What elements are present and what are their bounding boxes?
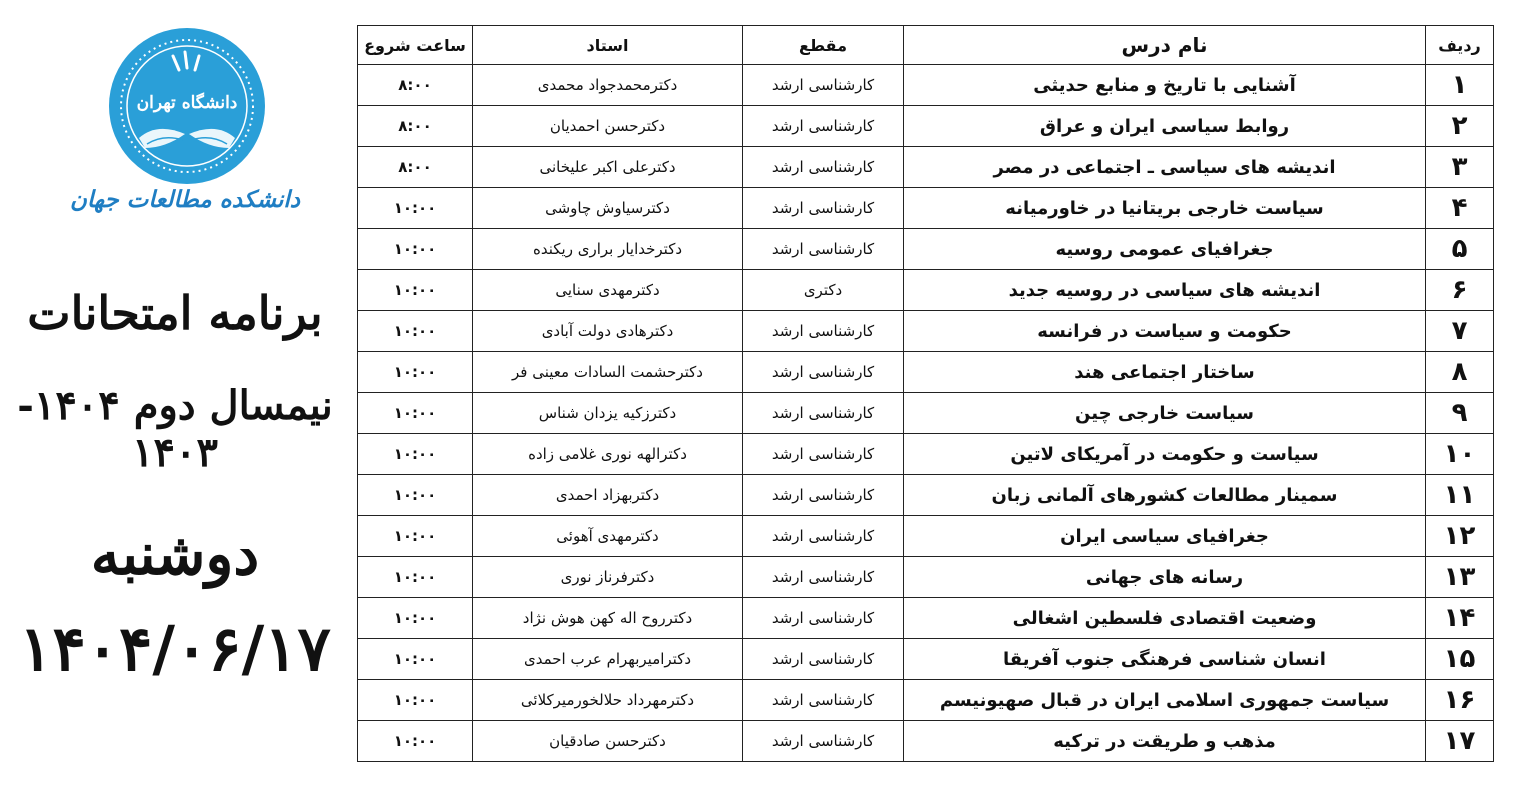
table-row	[358, 721, 1494, 762]
start-time: ۱۰:۰۰	[358, 393, 473, 434]
degree-level: کارشناسی ارشد	[743, 65, 904, 106]
start-time: ۱۰:۰۰	[358, 516, 473, 557]
professor-name: دکترهادی دولت آبادی	[473, 311, 743, 352]
professor-name: دکترالهه نوری غلامی زاده	[473, 434, 743, 475]
course-name: جغرافیای سیاسی ایران	[904, 516, 1426, 557]
table-row	[358, 106, 1494, 147]
degree-level: کارشناسی ارشد	[743, 598, 904, 639]
table-header-row	[358, 26, 1494, 65]
professor-name: دکترامیربهرام عرب احمدی	[473, 639, 743, 680]
row-number: ۱۲	[1426, 516, 1494, 557]
professor-name: دکترحشمت السادات معینی فر	[473, 352, 743, 393]
table-row	[358, 188, 1494, 229]
degree-level: کارشناسی ارشد	[743, 311, 904, 352]
degree-level: کارشناسی ارشد	[743, 516, 904, 557]
start-time: ۱۰:۰۰	[358, 639, 473, 680]
degree-level: کارشناسی ارشد	[743, 352, 904, 393]
degree-level: کارشناسی ارشد	[743, 639, 904, 680]
start-time: ۸:۰۰	[358, 106, 473, 147]
degree-level: کارشناسی ارشد	[743, 106, 904, 147]
table-row	[358, 434, 1494, 475]
course-name: اندیشه های سیاسی ـ اجتماعی در مصر	[904, 147, 1426, 188]
degree-level: کارشناسی ارشد	[743, 188, 904, 229]
row-number: ۱۰	[1426, 434, 1494, 475]
exam-day: دوشنبه	[90, 520, 260, 588]
row-number: ۶	[1426, 270, 1494, 311]
university-of-tehran-logo-icon	[107, 26, 267, 186]
start-time: ۱۰:۰۰	[358, 352, 473, 393]
degree-level: کارشناسی ارشد	[743, 557, 904, 598]
professor-name: دکترمهدی سنایی	[473, 270, 743, 311]
exam-date: ۱۴۰۴/۰۶/۱۷	[19, 612, 331, 685]
table-row	[358, 270, 1494, 311]
degree-level: کارشناسی ارشد	[743, 680, 904, 721]
start-time: ۸:۰۰	[358, 65, 473, 106]
table-body	[358, 65, 1494, 762]
course-name: سیاست و حکومت در آمریکای لاتین	[904, 434, 1426, 475]
course-name: جغرافیای عمومی روسیه	[904, 229, 1426, 270]
professor-name: دکترمحمدجواد محمدی	[473, 65, 743, 106]
faculty-name: دانشکده مطالعات جهان	[69, 186, 301, 213]
professor-name: دکترعلی اکبر علیخانی	[473, 147, 743, 188]
row-number: ۴	[1426, 188, 1494, 229]
professor-name: دکترفرناز نوری	[473, 557, 743, 598]
table-row	[358, 639, 1494, 680]
course-name: رسانه های جهانی	[904, 557, 1426, 598]
row-number: ۱۵	[1426, 639, 1494, 680]
header-professor: استاد	[473, 26, 743, 65]
course-name: حکومت و سیاست در فرانسه	[904, 311, 1426, 352]
start-time: ۱۰:۰۰	[358, 434, 473, 475]
course-name: ساختار اجتماعی هند	[904, 352, 1426, 393]
start-time: ۱۰:۰۰	[358, 311, 473, 352]
start-time: ۱۰:۰۰	[358, 598, 473, 639]
start-time: ۱۰:۰۰	[358, 270, 473, 311]
exam-schedule-table	[357, 25, 1494, 762]
professor-name: دکترزکیه یزدان شناس	[473, 393, 743, 434]
course-name: وضعیت اقتصادی فلسطین اشغالی	[904, 598, 1426, 639]
course-name: آشنایی با تاریخ و منابع حدیثی	[904, 65, 1426, 106]
header-level: مقطع	[743, 26, 904, 65]
table-row	[358, 475, 1494, 516]
table-row	[358, 311, 1494, 352]
table-row	[358, 680, 1494, 721]
start-time: ۸:۰۰	[358, 147, 473, 188]
professor-name: دکترحسن صادقیان	[473, 721, 743, 762]
start-time: ۱۰:۰۰	[358, 229, 473, 270]
degree-level: کارشناسی ارشد	[743, 393, 904, 434]
professor-name: دکترمهرداد حلالخورمیرکلائی	[473, 680, 743, 721]
start-time: ۱۰:۰۰	[358, 188, 473, 229]
row-number: ۹	[1426, 393, 1494, 434]
degree-level: کارشناسی ارشد	[743, 434, 904, 475]
row-number: ۳	[1426, 147, 1494, 188]
degree-level: کارشناسی ارشد	[743, 229, 904, 270]
professor-name: دکترحسن احمدیان	[473, 106, 743, 147]
row-number: ۱۶	[1426, 680, 1494, 721]
row-number: ۱۷	[1426, 721, 1494, 762]
professor-name: دکتربهزاد احمدی	[473, 475, 743, 516]
course-name: سیاست جمهوری اسلامی ایران در قبال صهیونیسم	[904, 680, 1426, 721]
course-name: مذهب و طریقت در ترکیه	[904, 721, 1426, 762]
table-row	[358, 598, 1494, 639]
degree-level: کارشناسی ارشد	[743, 147, 904, 188]
start-time: ۱۰:۰۰	[358, 721, 473, 762]
course-name: انسان شناسی فرهنگی جنوب آفریقا	[904, 639, 1426, 680]
professor-name: دکترسیاوش چاوشی	[473, 188, 743, 229]
course-name: سیاست خارجی چین	[904, 393, 1426, 434]
header-start-time: ساعت شروع	[358, 26, 473, 65]
logo-text: دانشگاه تهران	[136, 93, 238, 113]
course-name: روابط سیاسی ایران و عراق	[904, 106, 1426, 147]
table-row	[358, 393, 1494, 434]
degree-level: کارشناسی ارشد	[743, 721, 904, 762]
semester-title: نیمسال دوم ۱۴۰۴- ۱۴۰۳	[17, 382, 333, 476]
row-number: ۷	[1426, 311, 1494, 352]
row-number: ۱۱	[1426, 475, 1494, 516]
professor-name: دکترخدایار براری ریکنده	[473, 229, 743, 270]
row-number: ۱۴	[1426, 598, 1494, 639]
row-number: ۱	[1426, 65, 1494, 106]
table-row	[358, 65, 1494, 106]
course-name: اندیشه های سیاسی در روسیه جدید	[904, 270, 1426, 311]
exam-schedule-title: برنامه امتحانات	[27, 286, 323, 340]
header-row-number: ردیف	[1426, 26, 1494, 65]
table-row	[358, 352, 1494, 393]
row-number: ۸	[1426, 352, 1494, 393]
row-number: ۲	[1426, 106, 1494, 147]
degree-level: کارشناسی ارشد	[743, 475, 904, 516]
table-row	[358, 147, 1494, 188]
header-course-name: نام درس	[904, 26, 1426, 65]
university-logo	[107, 26, 267, 186]
row-number: ۵	[1426, 229, 1494, 270]
table-row	[358, 229, 1494, 270]
row-number: ۱۳	[1426, 557, 1494, 598]
start-time: ۱۰:۰۰	[358, 680, 473, 721]
start-time: ۱۰:۰۰	[358, 475, 473, 516]
table-row	[358, 516, 1494, 557]
start-time: ۱۰:۰۰	[358, 557, 473, 598]
professor-name: دکترروح اله کهن هوش نژاد	[473, 598, 743, 639]
course-name: سیاست خارجی بریتانیا در خاورمیانه	[904, 188, 1426, 229]
degree-level: دکتری	[743, 270, 904, 311]
course-name: سمینار مطالعات کشورهای آلمانی زبان	[904, 475, 1426, 516]
professor-name: دکترمهدی آهوئی	[473, 516, 743, 557]
table-row	[358, 557, 1494, 598]
